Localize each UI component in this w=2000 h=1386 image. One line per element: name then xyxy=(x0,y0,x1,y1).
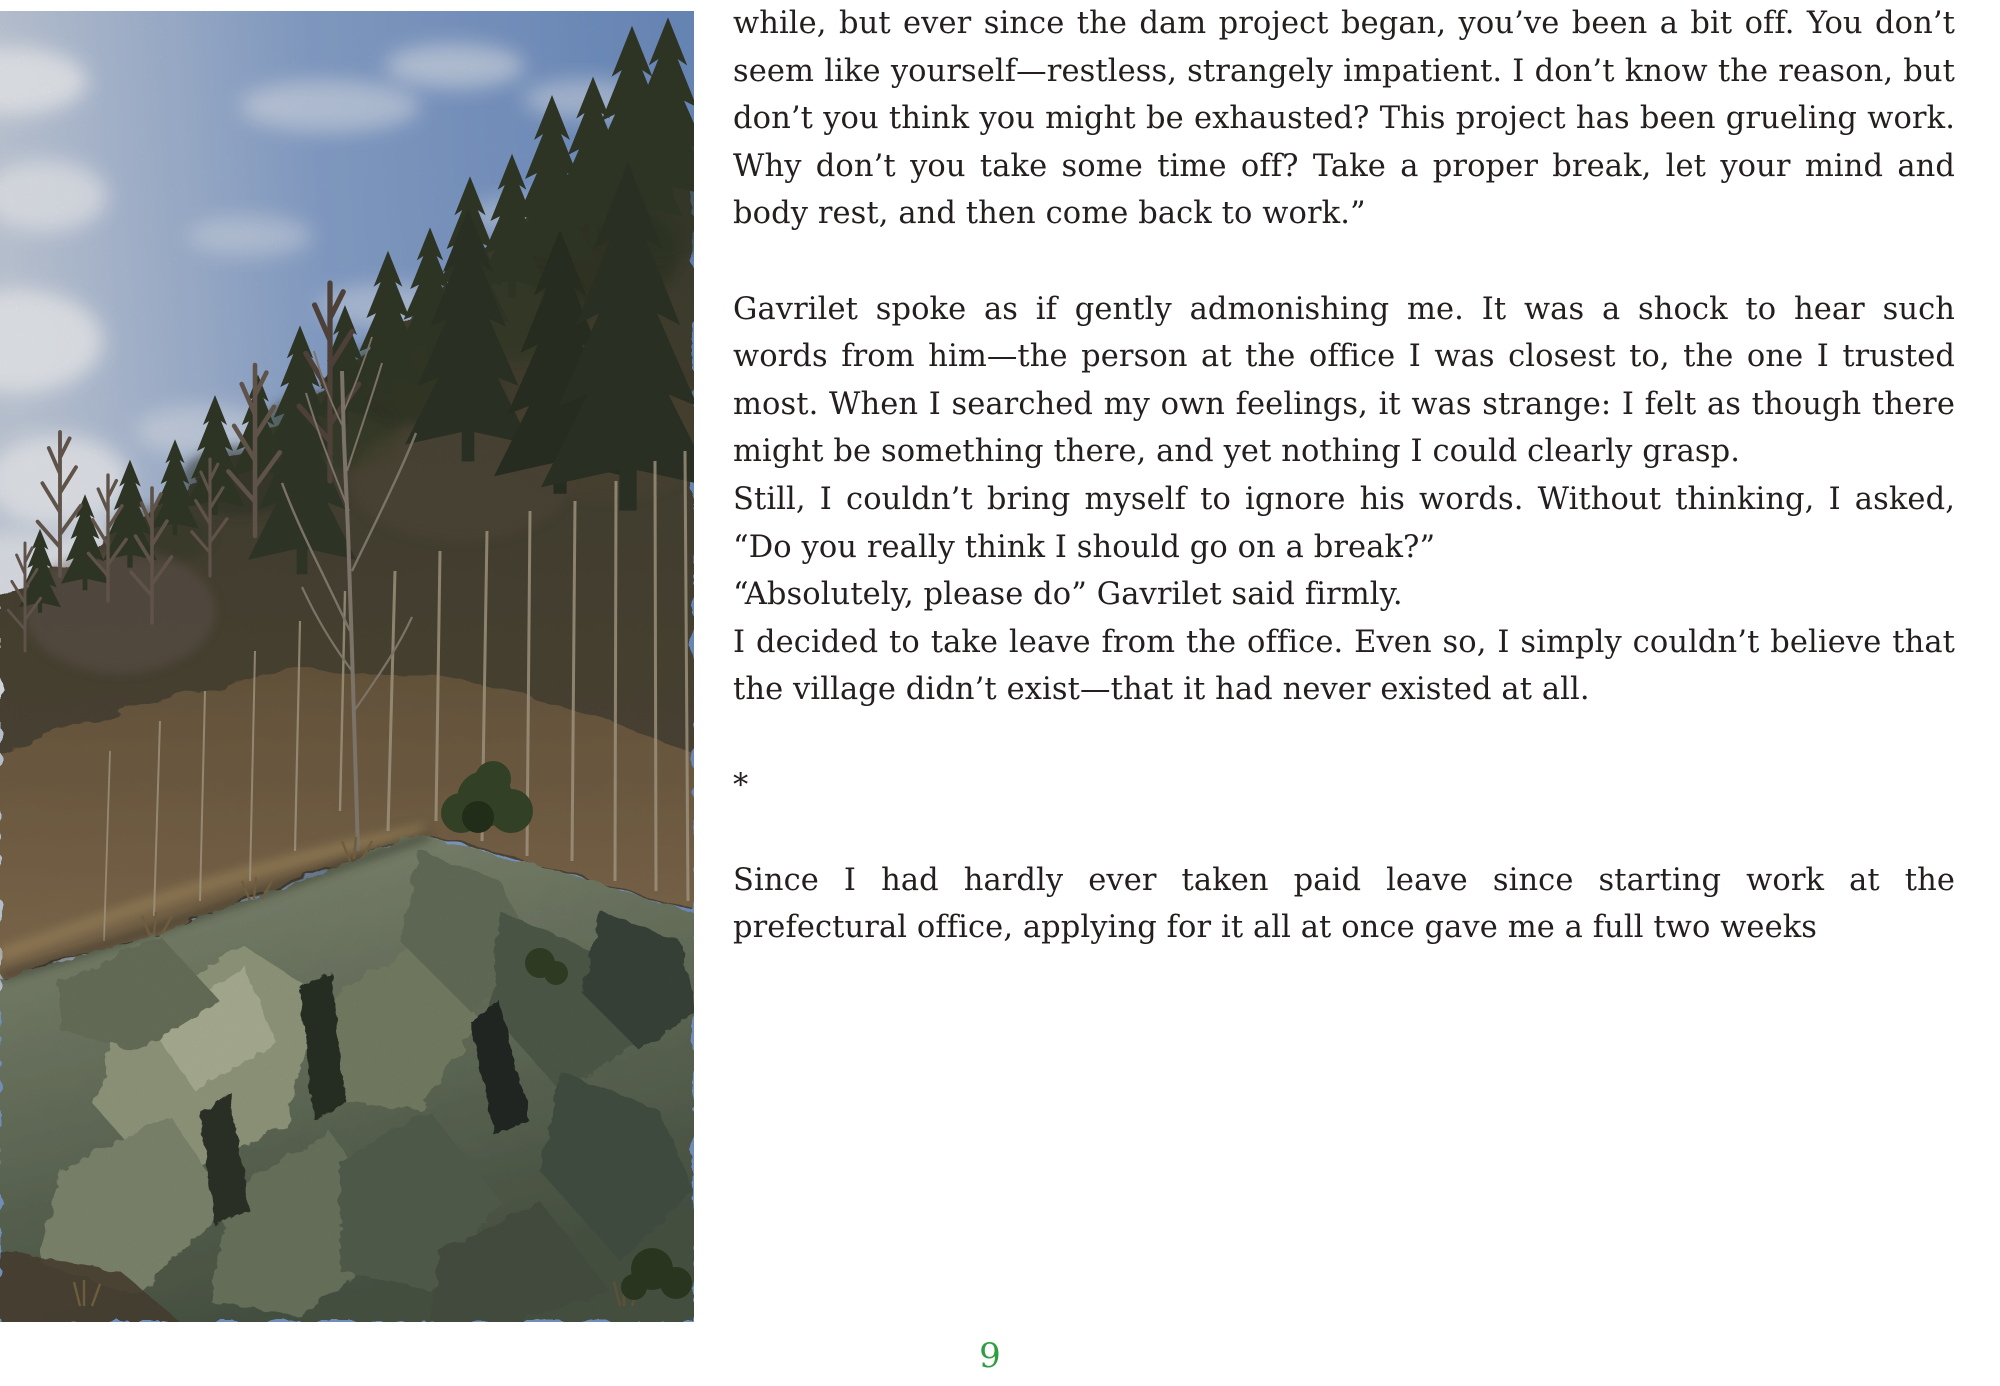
hillside-photo xyxy=(0,11,694,1322)
body-paragraph: Still, I couldn’t bring myself to ignore his words. Without thinking, I asked, “Do you really think I should go on a break?” xyxy=(733,481,1955,565)
body-text-column xyxy=(733,0,1955,952)
body-paragraph: Since I had hardly ever taken paid leave since starting work at the prefectural office, applying for it all at once gave me a full two weeks xyxy=(733,862,1955,946)
page-number: 9 xyxy=(979,1336,1001,1376)
body-paragraph: Gavrilet spoke as if gently admonishing me. It was a shock to hear such words from him—the person at the office I was closest to, the one I trusted most. When I searched my own feelings, it was strange: I felt as though there might be something there, and yet nothing I could clearly grasp. xyxy=(733,291,1955,470)
section-break-asterisk: * xyxy=(733,767,749,803)
body-paragraph: “Absolutely, please do” Gavrilet said firmly. xyxy=(733,577,1403,613)
photo-grain-overlay xyxy=(0,11,694,1322)
body-paragraph: while, but ever since the dam project began, you’ve been a bit off. You don’t seem like yourself—restless, strangely impatient. I don’t know the reason, but don’t you think you might be exhausted? This project has been grueling work. Why don’t you take some time off? Take a proper break, let your mind and body rest, and then come back to work.” xyxy=(733,6,1955,232)
body-paragraph: I decided to take leave from the office. Even so, I simply couldn’t believe that the village didn’t exist—that it had never existed at all. xyxy=(733,624,1955,708)
hillside-photo-illustration xyxy=(0,11,694,1322)
